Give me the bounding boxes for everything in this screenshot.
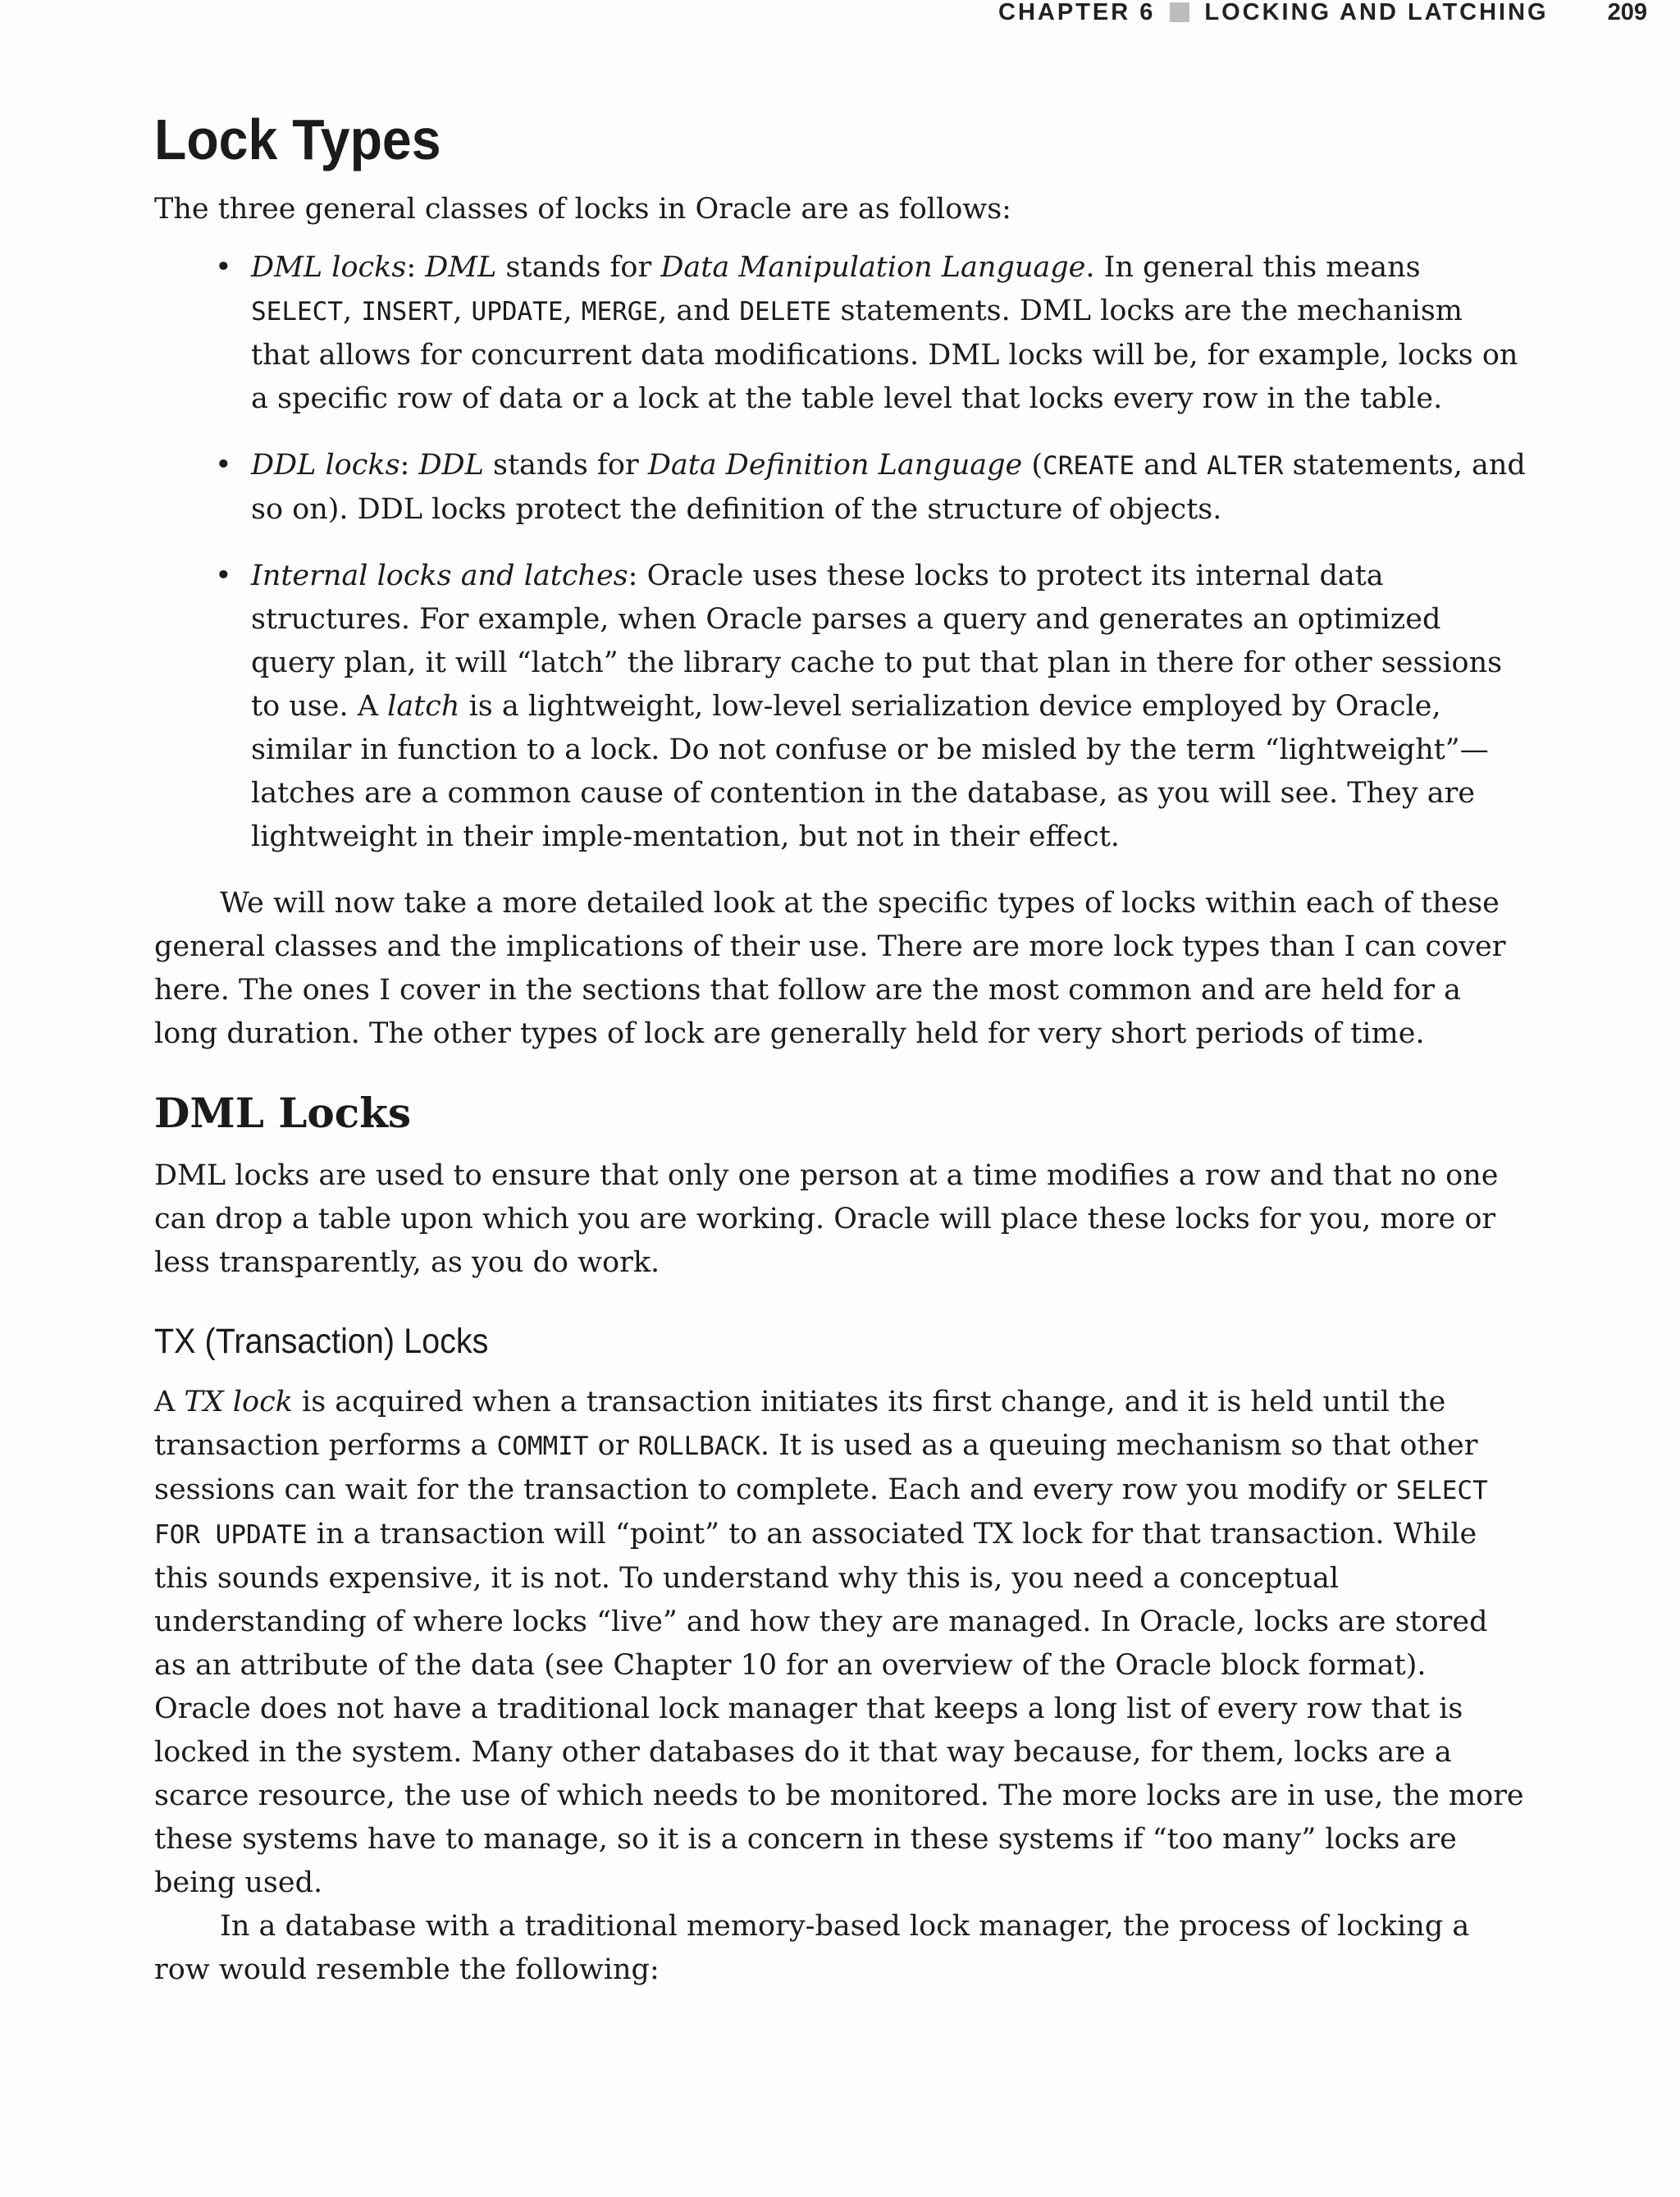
separator-square-icon (1170, 2, 1189, 22)
list-item-dml-locks: • DML locks: DML stands for Data Manipulation Language. In general this means SELECT, INSERT, UPDATE, MERGE, and DELETE statements. DML locks are the mechanism that allows for concurrent data modifications. DML locks will be, for example, locks on a specific row of data or a lock at the table level that locks every row in the table. (251, 246, 1526, 421)
lock-manager-paragraph: In a database with a traditional memory-based lock manager, the process of locking a row would resemble the following: (154, 1910, 1470, 1987)
page-number: 209 (1607, 0, 1647, 25)
chapter-title: LOCKING AND LATCHING (1204, 0, 1549, 25)
lock-classes-list (154, 246, 1526, 859)
subsection-heading-tx-locks: TX (Transaction) Locks (154, 1321, 489, 1361)
term-dml-locks: DML locks (251, 250, 407, 284)
term-ddl-locks: DDL locks (251, 448, 400, 482)
tx-locks-paragraph: A TX lock is acquired when a transaction initiates its first change, and it is held until the transaction performs a COMMIT or ROLLBACK. It is used as a queuing mechanism so that other sessions can wait for the transaction to complete. Each and every row you modify or SELECT FOR UPDATE in a transaction will “point” to an associated TX lock for that transaction. While this sounds expensive, it is not. To understand why this is, you need a conceptual understanding of where locks “live” and how they are managed. In Oracle, locks are stored as an attribute of the data (see Chapter 10 for an overview of the Oracle block format). Oracle does not have a traditional lock manager that keeps a long list of every row that is locked in the system. Many other databases do it that way because, for them, locks are a scarce resource, the use of which needs to be monitored. The more locks are in use, the more these systems have to manage, so it is a concern in these systems if “too many” locks are being used. (154, 1386, 1524, 1900)
intro-paragraph: The three general classes of locks in Oracle are as follows: (154, 192, 1011, 226)
page-title: Lock Types (154, 107, 441, 171)
term-internal-locks: Internal locks and latches (251, 559, 628, 592)
list-item-internal-locks: • Internal locks and latches: Oracle uses these locks to protect its internal data structures. For example, when Oracle parses a query and generates an optimized query plan, it will “latch” the library cache to put that plan in there for other sessions to use. A latch is a lightweight, low-level serialization device employed by Oracle, similar in function to a lock. Do not confuse or be misled by the term “lightweight”—latches are a common cause of contention in the database, as you will see. They are lightweight in their imple-mentation, but not in their effect. (251, 555, 1526, 859)
dml-locks-paragraph: DML locks are used to ensure that only one person at a time modifies a row and that no one can drop a table upon which you are working. Oracle will place these locks for you, more or less transparently, as you do work. (154, 1158, 1499, 1279)
detail-paragraph: We will now take a more detailed look at the specific types of locks within each of these general classes and the implications of their use. There are more lock types than I can cover here. The ones I cover in the sections that follow are the most common and are held for a long duration. The other types of lock are generally held for very short periods of time. (154, 886, 1506, 1050)
list-item-ddl-locks: • DDL locks: DDL stands for Data Definition Language (CREATE and ALTER statements, and so on). DDL locks protect the definition of the structure of objects. (251, 444, 1526, 532)
chapter-label: CHAPTER 6 (998, 0, 1156, 25)
page-body (154, 107, 1526, 1992)
section-heading-dml-locks: DML Locks (154, 1088, 412, 1137)
running-header (998, 0, 1647, 25)
